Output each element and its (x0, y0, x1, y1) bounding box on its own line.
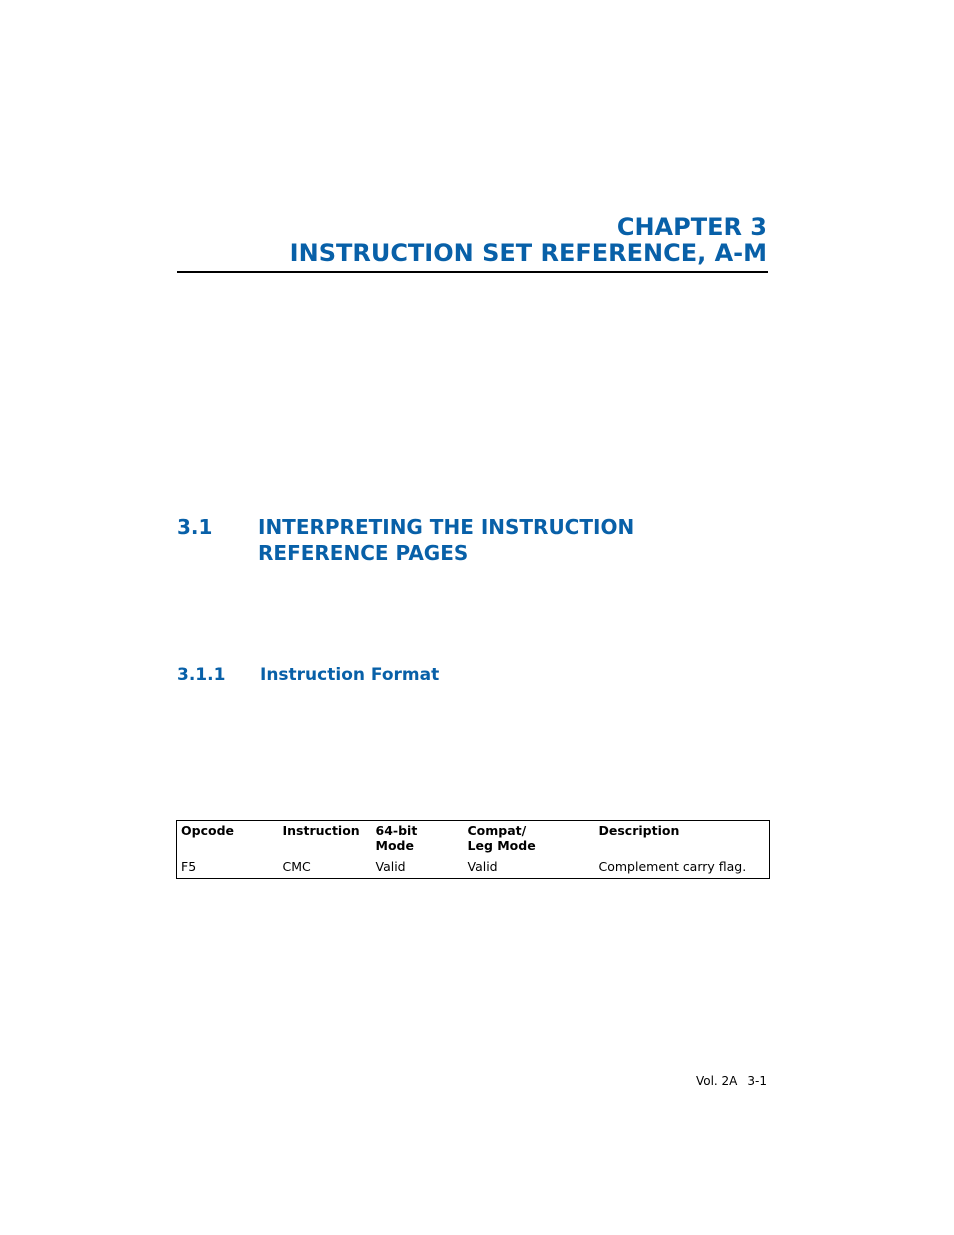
subsection-title: Instruction Format (260, 665, 440, 685)
cell-instruction: CMC (282, 859, 311, 874)
header-compat-line1: Compat/ (467, 823, 527, 838)
header-opcode: Opcode (181, 823, 234, 838)
section-title: INTERPRETING THE INSTRUCTION REFERENCE PAGES (258, 515, 635, 565)
instruction-table (176, 820, 770, 879)
section-number: 3.1 (177, 515, 213, 539)
header-description: Description (598, 823, 680, 838)
cell-description: Complement carry flag. (598, 859, 747, 874)
subsection-number: 3.1.1 (177, 665, 226, 685)
table-row (177, 858, 770, 879)
cell-opcode: F5 (181, 859, 197, 874)
footer-page-number: 3-1 (747, 1074, 767, 1088)
footer-volume: Vol. 2A (695, 1074, 738, 1088)
chapter-number: CHAPTER 3 (616, 213, 767, 241)
chapter-title (290, 214, 767, 266)
cell-compat-leg-mode: Valid (467, 859, 498, 874)
page-footer (696, 1073, 767, 1089)
header-compat-line2: Leg Mode (467, 838, 536, 853)
table-header-row (177, 821, 770, 859)
cell-64bit-mode: Valid (375, 859, 406, 874)
chapter-divider (177, 271, 768, 273)
header-64bit-mode: 64-bit Mode (375, 823, 418, 853)
chapter-name: INSTRUCTION SET REFERENCE, A-M (289, 239, 767, 267)
header-instruction: Instruction (282, 823, 360, 838)
header-compat-leg-mode (464, 821, 595, 859)
